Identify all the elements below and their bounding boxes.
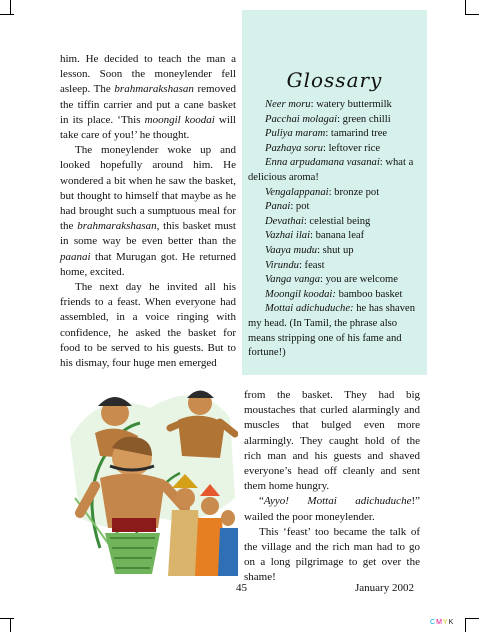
glossary-term: Mottai adichuduche: (265, 303, 354, 315)
glossary-term: Puliya maram (265, 128, 326, 140)
glossary-definition: he has shaven my head. (In Tamil, the phrase also means stripping one of his fame and fortune!) (248, 303, 416, 359)
crop-mark-top-left-v (10, 0, 11, 14)
text-run: !” wailed the poor moneylender. (244, 495, 420, 523)
glossary-term: Vengalappanai (265, 186, 329, 198)
glossary-term: Vaaya mudu (265, 244, 318, 256)
glossary-definition: : pot (290, 201, 310, 213)
cmyk-mark-k: K (448, 619, 455, 626)
glossary-entry (248, 229, 420, 244)
glossary-definition: : you are welcome (320, 274, 398, 286)
glossary-entry (248, 186, 420, 201)
glossary-entry (248, 273, 420, 288)
text-run: that Murugan got. He returned home, excited. (60, 250, 236, 278)
glossary-term: Vanga vanga (265, 274, 321, 286)
glossary-entry (248, 142, 420, 157)
text-run: will take care of you!’ he thought. (60, 113, 236, 142)
glossary-entry (248, 288, 420, 303)
glossary-box (242, 10, 427, 375)
italic-term: paanai (60, 250, 91, 263)
text-run: this basket must in some way be even better than the (60, 220, 236, 248)
glossary-term: Devathai (265, 215, 304, 227)
cmyk-registration-marks (430, 619, 454, 626)
crop-mark-top-left-h (0, 14, 14, 15)
cmyk-mark-m: M (436, 619, 443, 626)
glossary-definition: : banana leaf (310, 230, 365, 242)
crop-mark-bottom-right-h (465, 618, 479, 619)
story-illustration (60, 378, 238, 576)
glossary-definition: : leftover rice (322, 142, 381, 154)
story-paragraph (60, 52, 236, 143)
crop-mark-bottom-left-h (0, 618, 14, 619)
glossary-entry (248, 113, 420, 128)
story-paragraph (60, 143, 236, 280)
glossary-term: Neer moru (265, 99, 311, 110)
italic-term: Ayyo! Mottai adichuduche (263, 495, 412, 508)
glossary-entry (248, 200, 420, 215)
glossary-entry (248, 98, 420, 113)
left-story-column (60, 52, 236, 371)
glossary-definition: : green chilli (337, 113, 391, 125)
glossary-term: Enna arpudamana vasanai (265, 157, 380, 169)
glossary-definition: : celestial being (303, 215, 371, 227)
glossary-definition: : feast (298, 259, 325, 271)
glossary-term: Pazhaya soru (265, 142, 323, 154)
text-run: removed the tiffin carrier and put a cane basket in its place. ‘This (60, 83, 236, 126)
glossary-entry (248, 259, 420, 274)
italic-term: moongil koodai (144, 113, 215, 126)
story-paragraph (244, 494, 420, 524)
glossary-definition: bamboo basket (335, 288, 403, 300)
italic-term: brahmarakshasan (114, 83, 194, 96)
crop-mark-bottom-right-v (465, 618, 466, 632)
glossary-definition: : shut up (317, 244, 354, 256)
story-paragraph: This ‘feast’ too became the talk of the village and the rich man had to go on a long pilgrimage to get over the shame! (244, 525, 420, 584)
glossary-entry (248, 244, 420, 259)
story-paragraph: The next day he invited all his friends to a feast. When everyone had assembled, in a voice ringing with confidence, he asked the basket for food to be served to his guests. But to his dismay, four huge men emerged (60, 281, 236, 370)
text-run: him. He decided to teach the man a lesson. Soon the moneylender fell asleep. The (60, 53, 236, 96)
glossary-entry (248, 127, 420, 142)
crop-mark-top-right-h (465, 14, 479, 15)
glossary-definition: : what a delicious aroma! (248, 157, 414, 183)
crop-mark-top-right-v (465, 0, 466, 14)
glossary-title: Glossary (286, 68, 383, 92)
glossary-term: Virundu (265, 259, 299, 271)
text-run: The moneylender woke up and looked hopefully around him. He wondered a bit when he saw the basket, but thought to himself that maybe as he had brought such a sumptuous meal for the (60, 144, 236, 233)
italic-term: brahmarakshasan, (77, 220, 160, 233)
crop-mark-bottom-left-v (10, 618, 11, 632)
glossary-definition: : watery buttermilk (310, 99, 392, 110)
issue-date: January 2002 (355, 582, 414, 594)
glossary-entry (248, 302, 420, 360)
glossary-term: Pacchai molagai (265, 113, 338, 125)
glossary-term: Panai (265, 201, 291, 213)
glossary-entry (248, 215, 420, 230)
right-story-column (244, 388, 420, 586)
page-number: 45 (236, 582, 247, 594)
glossary-term: Vazhai ilai (265, 230, 311, 242)
cmyk-mark-y: Y (442, 619, 449, 626)
glossary-definition: : tamarind tree (325, 128, 388, 140)
story-paragraph: from the basket. They had big moustaches that curled alarmingly and muscles that bulged even more alarmingly. They caught hold of the rich man and his guests and shaved everyone’s head off cleanly and sent them home hungry. (244, 389, 420, 493)
glossary-term: Moongil koodai: (265, 288, 336, 300)
text-run: “ (259, 495, 264, 508)
glossary-entry (248, 156, 420, 185)
glossary-definition: : bronze pot (328, 186, 380, 198)
cmyk-mark-c: C (430, 619, 437, 626)
glossary-list (248, 98, 420, 361)
